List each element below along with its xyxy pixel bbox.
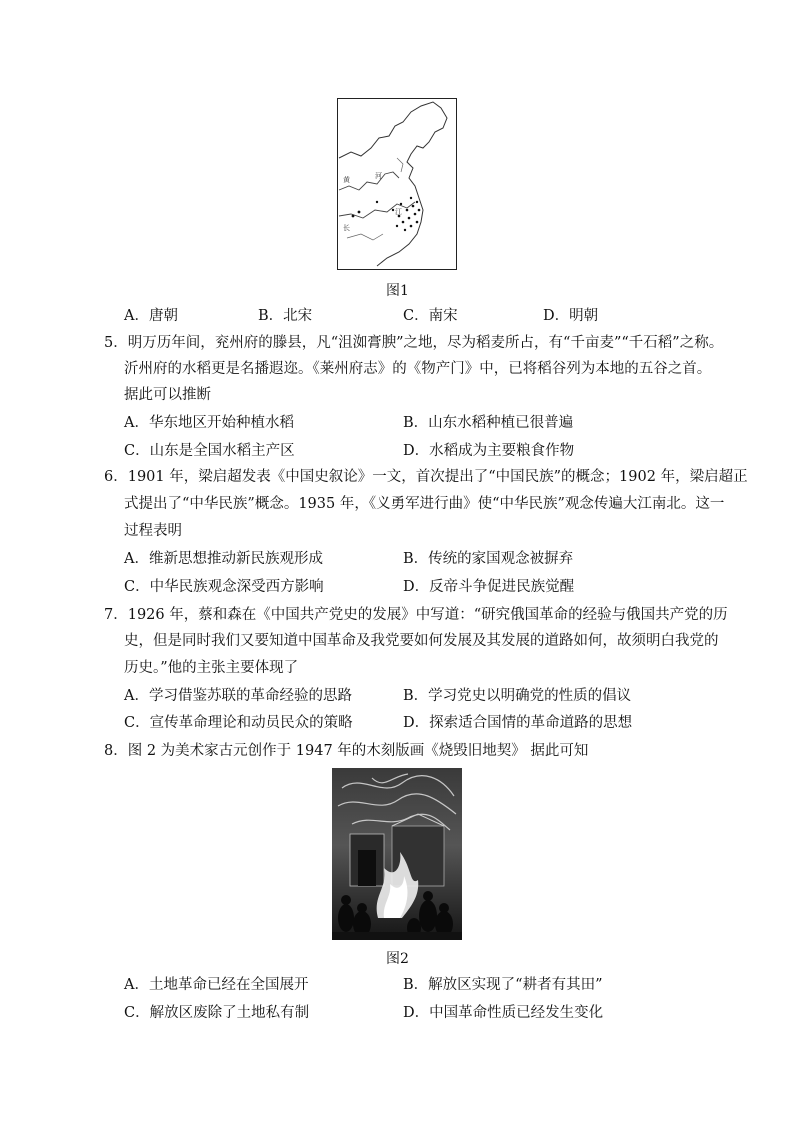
q5-option-d: D．水稻成为主要粮食作物 (403, 443, 575, 459)
q5-option-c: C．山东是全国水稻主产区 (124, 443, 295, 459)
map-label-chang: 长 (343, 224, 350, 232)
q6-stem-line-2: 式提出了“中华民族”概念。1935 年，《义勇军进行曲》使“中华民族”观念传遍大江南北。这一 (124, 496, 725, 512)
q5-option-b: B．山东水稻种植已很普遍 (403, 415, 574, 431)
figure-2-caption: 图2 (386, 951, 409, 967)
q4-option-b: B．北宋 (258, 308, 313, 324)
q6-option-b: B．传统的家国观念被摒弃 (403, 551, 574, 567)
q8-option-c: C．解放区废除了土地私有制 (124, 1005, 310, 1021)
q5-option-a: A．华东地区开始种植水稻 (124, 415, 294, 431)
map-label-huang: 黄 (343, 176, 350, 184)
q7-option-a: A．学习借鉴苏联的革命经验的思路 (124, 688, 352, 704)
q8-stem-line-1: 8．图 2 为美术家古元创作于 1947 年的木刻版画《烧毁旧地契》 据此可知 (104, 743, 589, 759)
q4-option-c: C．南宋 (403, 308, 458, 324)
figure-1-map (337, 98, 457, 270)
map-label-he: 河 (375, 172, 382, 180)
q5-stem-line-3: 据此可以推断 (124, 387, 211, 403)
figure-1-caption: 图1 (386, 283, 409, 299)
q6-option-d: D．反帝斗争促进民族觉醒 (403, 579, 575, 595)
q7-stem-line-2: 史，但是同时我们又要知道中国革命及我党要如何发展及其发展的道路如何，故须明白我党的 (124, 633, 719, 649)
q8-option-d: D．中国革命性质已经发生变化 (403, 1005, 604, 1021)
q7-option-d: D．探索适合国情的革命道路的思想 (403, 715, 633, 731)
q7-option-b: B．学习党史以明确党的性质的倡议 (403, 688, 632, 704)
q6-option-c: C．中华民族观念深受西方影响 (124, 579, 324, 595)
q6-option-a: A．维新思想推动新民族观形成 (124, 551, 323, 567)
map-label-jiang: 江 (395, 208, 402, 216)
q8-option-a: A．土地革命已经在全国展开 (124, 977, 309, 993)
q5-stem-line-1: 5．明万历年间，兖州府的滕县，凡“沮洳膏腴”之地，尽为稻麦所占，有“千亩麦”“千石稻”之称。 (104, 335, 724, 351)
q7-stem-line-3: 历史。”他的主张主要体现了 (124, 660, 299, 676)
q7-option-c: C．宣传革命理论和动员民众的策略 (124, 715, 353, 731)
q6-stem-line-3: 过程表明 (124, 523, 182, 539)
q8-option-b: B．解放区实现了“耕者有其田” (403, 977, 603, 993)
q4-option-d: D．明朝 (543, 308, 599, 324)
q5-stem-line-2: 沂州府的水稻更是名播遐迩。《莱州府志》的《物产门》中，已将稻谷列为本地的五谷之首。 (124, 361, 712, 377)
q4-option-a: A．唐朝 (124, 308, 178, 324)
q7-stem-line-1: 7．1926 年，蔡和森在《中国共产党史的发展》中写道：“研究俄国革命的经验与俄国共产党的历 (104, 607, 728, 623)
figure-2-woodcut (332, 768, 462, 940)
q6-stem-line-1: 6．1901 年，梁启超发表《中国史叙论》一文，首次提出了“中国民族”的概念；1902 年，梁启超正 (104, 469, 748, 485)
